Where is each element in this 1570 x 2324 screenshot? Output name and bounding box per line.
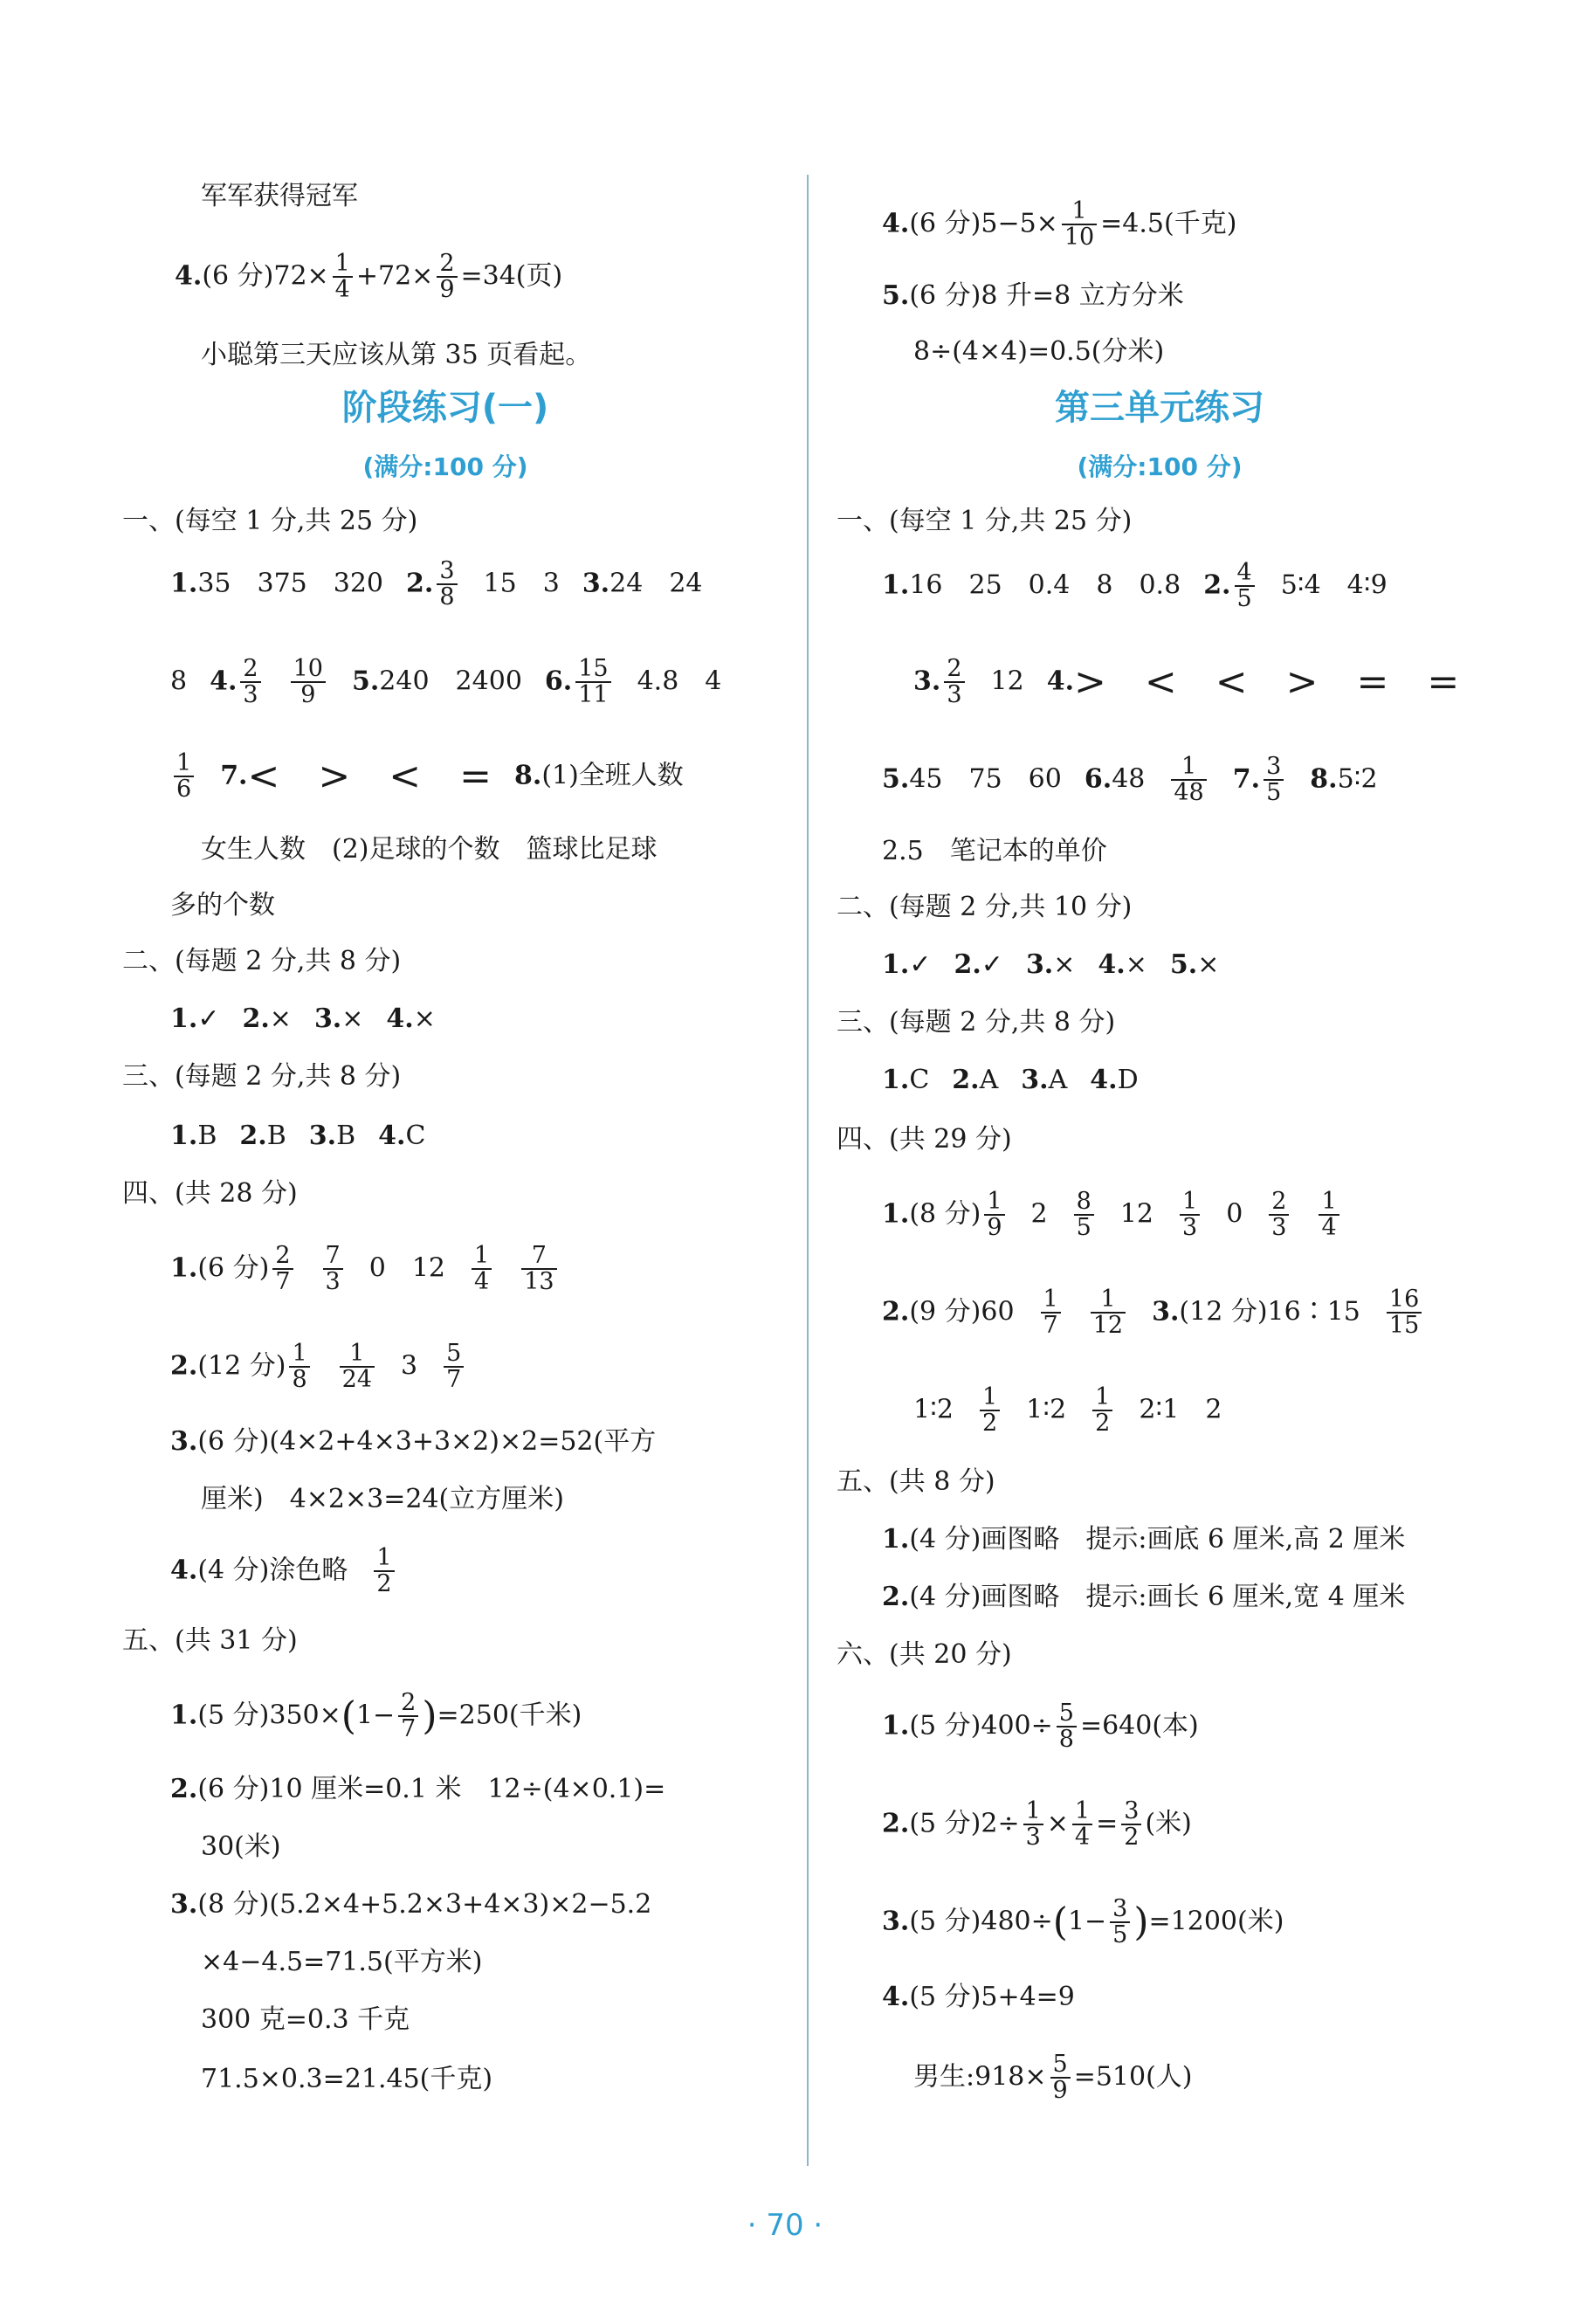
answer-row: 5.45 75 60 6.48 $\frac{1}{48}$ 7. $\frac{3}{5}$ 8.5∶2 xyxy=(882,753,1378,807)
section-heading: 三、(每题 2 分,共 8 分) xyxy=(122,1061,402,1092)
line: 小聪第三天应该从第 35 页看起。 xyxy=(201,340,592,370)
section-heading: 一、(每空 1 分,共 25 分) xyxy=(122,506,418,536)
answer-row: 3. $\frac{2}{3}$ 12 4.> < < > = = xyxy=(913,655,1460,709)
section-heading: 二、(每题 2 分,共 10 分) xyxy=(837,892,1133,922)
section-heading: 六、(共 20 分) xyxy=(837,1639,1012,1670)
answer-row: 4.(6 分)5−5× $\frac{1}{10}$ =4.5(千克) xyxy=(882,197,1237,252)
answer-row: 1.(6 分) $\frac{2}{7}$ $\frac{7}{3}$ 0 12 $\frac{1}{4}$ $\frac{7}{13}$ xyxy=(170,1244,561,1295)
answer-row: 1.35 375 320 2. $\frac{3}{8}$ 15 3 3.24 24 xyxy=(170,557,703,611)
section-heading: 五、(共 8 分) xyxy=(837,1466,995,1497)
section-heading: 一、(每空 1 分,共 25 分) xyxy=(837,506,1133,536)
answer-row: 2.(12 分) $\frac{1}{8}$ $\frac{1}{24}$ 3 $\frac{5}{7}$ xyxy=(170,1341,467,1393)
answer-row: 1.(5 分)350×(1− $\frac{2}{7}$ )=250(千米) xyxy=(170,1689,582,1743)
answer-row: 男生:918× $\frac{5}{9}$ =510(人) xyxy=(913,2051,1193,2105)
answer-row: 1.B 2.B 3.B 4.C xyxy=(170,1121,426,1151)
answer-row: 1.(4 分)画图略 提示:画底 6 厘米,高 2 厘米 xyxy=(882,1524,1406,1555)
line: ×4−4.5=71.5(平方米) xyxy=(201,1947,483,1977)
answer-row: 5.(6 分)8 升=8 立方分米 xyxy=(882,280,1184,311)
section-heading: 四、(共 28 分) xyxy=(122,1178,298,1209)
answer-row: 8 4. $\frac{2}{3}$ $\frac{10}{9}$ 5.240 2400 6. $\frac{15}{11}$ 4.8 4 xyxy=(170,655,722,709)
answer-row: $\frac{1}{6}$ 7.< > < = 8.(1)全班人数 xyxy=(170,751,684,803)
line: 30(米) xyxy=(201,1831,281,1862)
line: 2.5 笔记本的单价 xyxy=(882,836,1107,866)
answer-row: 3.(8 分)(5.2×4+5.2×3+4×3)×2−5.2 xyxy=(170,1889,652,1920)
answer-row: 3.(5 分)480÷(1− $\frac{3}{5}$ )=1200(米) xyxy=(882,1895,1284,1949)
score-note: (满分:100 分) xyxy=(362,452,528,481)
section-heading: 三、(每题 2 分,共 8 分) xyxy=(837,1007,1116,1038)
answer-row: 2.(9 分)60 $\frac{1}{7}$ $\frac{1}{12}$ 3.(12 分)16∶15 $\frac{16}{15}$ xyxy=(882,1287,1425,1339)
answer-row: 1.(5 分)400÷ $\frac{5}{8}$ =640(本) xyxy=(882,1700,1199,1754)
section-title: 阶段练习(一) xyxy=(341,388,549,428)
line: 8÷(4×4)=0.5(分米) xyxy=(913,336,1165,367)
line: 300 克=0.3 千克 xyxy=(201,2004,410,2035)
section-heading: 四、(共 29 分) xyxy=(837,1124,1012,1155)
answer-row: 1.✓ 2.✓ 3.× 4.× 5.× xyxy=(882,949,1220,980)
answer-row: 1∶2 $\frac{1}{2}$ 1∶2 $\frac{1}{2}$ 2∶1 2 xyxy=(913,1383,1222,1438)
answer-row: 2.(4 分)画图略 提示:画长 6 厘米,宽 4 厘米 xyxy=(882,1582,1406,1612)
line: 厘米) 4×2×3=24(立方厘米) xyxy=(201,1484,564,1514)
section-title: 第三单元练习 xyxy=(1055,388,1264,428)
line: 军军获得冠军 xyxy=(201,181,358,211)
answer-row: 2.(5 分)2÷ $\frac{1}{3}$ × $\frac{1}{4}$ = $\frac{3}{2}$ (米) xyxy=(882,1797,1192,1852)
score-note: (满分:100 分) xyxy=(1077,452,1243,481)
page-number: · 70 · xyxy=(747,2208,823,2243)
column-divider xyxy=(807,175,809,2166)
line: 女生人数 (2)足球的个数 篮球比足球 xyxy=(201,834,658,865)
section-heading: 五、(共 31 分) xyxy=(122,1625,298,1656)
answer-row: 4.(4 分)涂色略 $\frac{1}{2}$ xyxy=(170,1546,398,1597)
answer-row: 1.(8 分) $\frac{1}{9}$ 2 $\frac{8}{5}$ 12 $\frac{1}{3}$ 0 $\frac{2}{3}$ $\frac{1}{4}$ xyxy=(882,1190,1343,1241)
line: 多的个数 xyxy=(170,890,275,921)
answer-row: 1.C 2.A 3.A 4.D xyxy=(882,1065,1139,1095)
answer-row: 3.(6 分)(4×2+4×3+3×2)×2=52(平方 xyxy=(170,1426,657,1457)
section-heading: 二、(每题 2 分,共 8 分) xyxy=(122,946,402,976)
line: 71.5×0.3=21.45(千克) xyxy=(201,2064,493,2094)
answer-row: 2.(6 分)10 厘米=0.1 米 12÷(4×0.1)= xyxy=(170,1774,666,1804)
answer-row: 1.✓ 2.× 3.× 4.× xyxy=(170,1003,436,1034)
answer-row: 1.16 25 0.4 8 0.8 2. $\frac{4}{5}$ 5∶4 4∶9 xyxy=(882,559,1388,613)
answer-row: 4.(5 分)5+4=9 xyxy=(882,1982,1075,2012)
line: 4.(6 分)72× $\frac{1}{4}$ +72× $\frac{2}{9}$ =34(页) xyxy=(175,250,563,304)
